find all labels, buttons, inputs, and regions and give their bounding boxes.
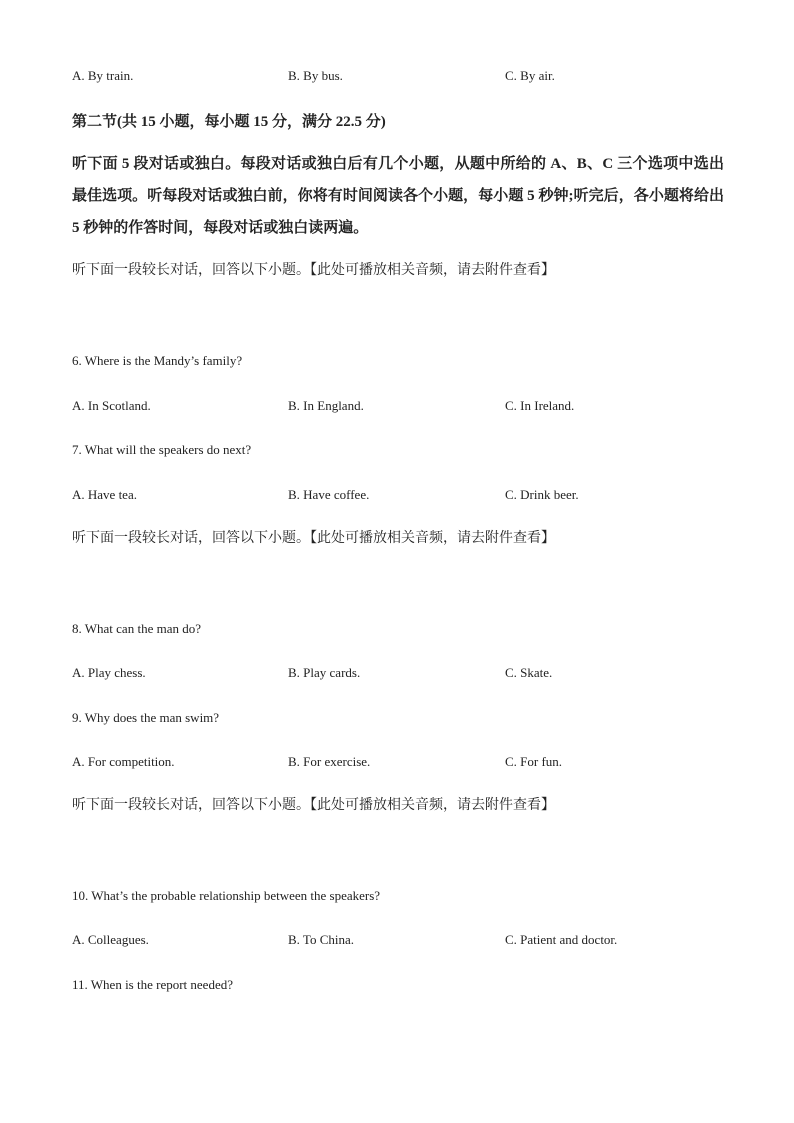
q9-option-b: B. For exercise. (288, 754, 371, 769)
audio-note-2: 听下面一段较长对话，回答以下小题。【此处可播放相关音频，请去附件查看】 (72, 531, 555, 546)
q6-option-c: C. In Ireland. (505, 398, 575, 413)
question-11: 11. When is the report needed? (72, 977, 233, 992)
q8-option-a: A. Play chess. (72, 665, 146, 680)
section2-instructions: 听下面 5 段对话或独白。每段对话或独白后有几个小题，从题中所给的 A、B、C 三个选项中选出最佳选项。听每段对话或独白前，你将有时间阅读各个小题，每小题 5 秒钟;听完后，各小题将给出 5 秒钟的作答时间，每段对话或独白读两遍。 (72, 156, 724, 236)
question-7: 7. What will the speakers do next? (72, 442, 252, 457)
q8-option-c: C. Skate. (505, 665, 553, 680)
section2-title: 第二节(共 15 小题，每小题 15 分，满分 22.5 分) (72, 114, 386, 130)
q8-option-b: B. Play cards. (288, 665, 361, 680)
audio-note-1: 听下面一段较长对话，回答以下小题。【此处可播放相关音频，请去附件查看】 (72, 263, 555, 278)
audio-note-3: 听下面一段较长对话，回答以下小题。【此处可播放相关音频，请去附件查看】 (72, 798, 555, 813)
q5-option-b: B. By bus. (288, 68, 343, 83)
question-6: 6. Where is the Mandy’s family? (72, 353, 243, 368)
q7-option-b: B. Have coffee. (288, 487, 370, 502)
q10-options (72, 932, 732, 948)
question-8: 8. What can the man do? (72, 621, 201, 636)
q7-option-a: A. Have tea. (72, 487, 137, 502)
q5-options (72, 68, 732, 84)
q5-option-a: A. By train. (72, 68, 134, 83)
q10-option-c: C. Patient and doctor. (505, 932, 618, 947)
q10-option-b: B. To China. (288, 932, 355, 947)
q8-options (72, 665, 732, 681)
q6-option-a: A. In Scotland. (72, 398, 151, 413)
q9-option-a: A. For competition. (72, 754, 175, 769)
q10-option-a: A. Colleagues. (72, 932, 149, 947)
q6-options (72, 398, 732, 414)
q7-options (72, 487, 732, 503)
q7-option-c: C. Drink beer. (505, 487, 579, 502)
q9-options (72, 754, 732, 770)
q5-option-c: C. By air. (505, 68, 555, 83)
question-9: 9. Why does the man swim? (72, 710, 220, 725)
question-10: 10. What’s the probable relationship between the speakers? (72, 888, 381, 903)
q9-option-c: C. For fun. (505, 754, 563, 769)
q6-option-b: B. In England. (288, 398, 364, 413)
